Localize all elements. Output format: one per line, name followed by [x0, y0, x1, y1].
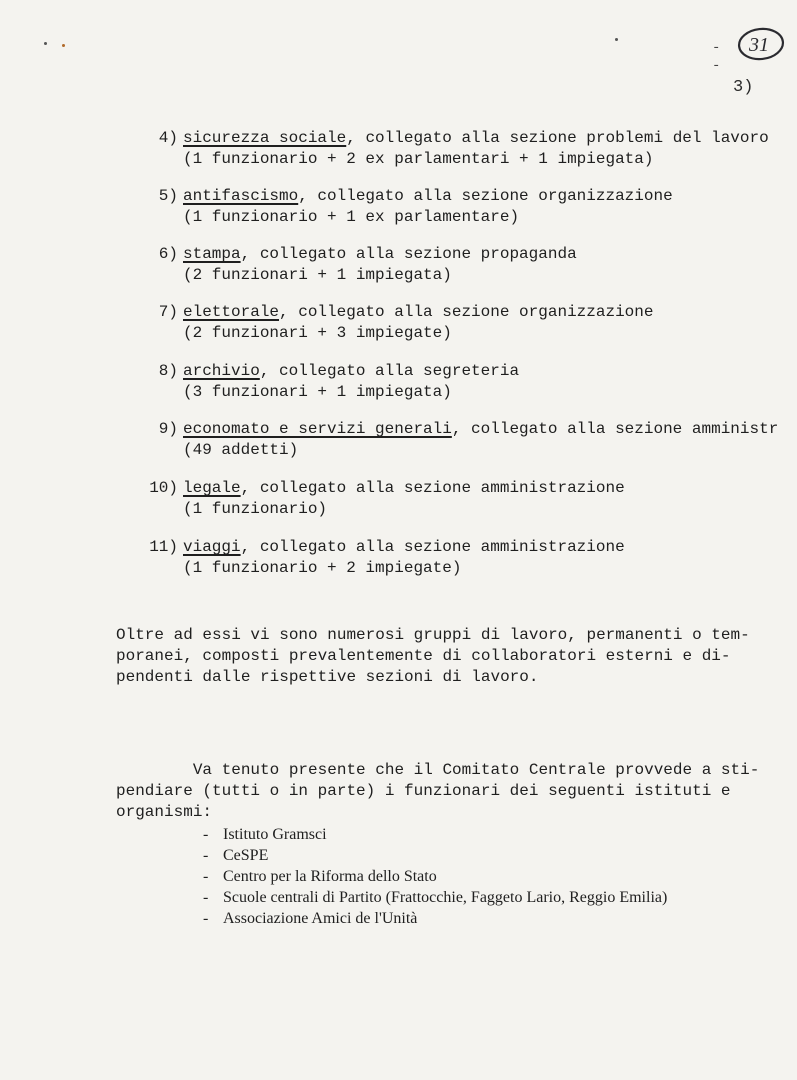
item-staff-detail: (1 funzionario) [183, 500, 328, 518]
item-title: stampa [183, 245, 241, 263]
paragraph-line: Va tenuto presente che il Comitato Centrale provvede a sti- [116, 761, 760, 779]
paragraph-line: Oltre ad essi vi sono numerosi gruppi di lavoro, permanenti o tem- [116, 626, 750, 644]
central-committee-paragraph [116, 760, 786, 823]
scan-speck [62, 44, 65, 47]
item-staff-detail: (49 addetti) [183, 441, 299, 459]
institute-item [203, 845, 793, 866]
item-title: legale [183, 479, 241, 497]
margin-dash: - [712, 40, 721, 56]
institute-name: CeSPE [223, 847, 269, 864]
bullet-dash: - [203, 910, 209, 927]
institute-item [203, 908, 793, 929]
item-title: archivio [183, 362, 260, 380]
handwritten-page-mark [733, 24, 787, 64]
item-title: elettorale [183, 303, 280, 321]
item-title: viaggi [183, 538, 241, 556]
item-description: , collegato alla sezione propaganda [240, 245, 577, 263]
item-description: , collegato alla sezione organizzazione [279, 303, 654, 321]
institute-item [203, 887, 783, 908]
institute-name: Associazione Amici de l'Unità [223, 910, 418, 927]
margin-dash: - [712, 58, 721, 74]
item-number: 11) [149, 538, 178, 556]
item-number: 10) [149, 479, 178, 497]
circle-mark-icon [733, 24, 787, 64]
item-number: 7) [158, 303, 178, 321]
item-description: , collegato alla sezione amministrazione [240, 538, 625, 556]
item-number: 9) [158, 420, 178, 438]
scan-speck [615, 38, 618, 41]
institutes-list [203, 824, 793, 929]
bullet-dash: - [203, 868, 209, 885]
institute-name: Scuole centrali di Partito (Frattocchie, Faggeto Lario, Reggio Emilia) [223, 889, 668, 906]
bullet-dash: - [203, 847, 209, 864]
item-description: , collegato alla segreteria [259, 362, 520, 380]
item-description: , collegato alla sezione problemi del lavoro [346, 129, 769, 147]
bullet-dash: - [203, 889, 209, 906]
item-description: , collegato alla sezione amministrazione [240, 479, 625, 497]
item-title: antifascismo [183, 187, 299, 205]
circled-mark-text: 31 [749, 34, 769, 56]
item-number: 6) [158, 245, 178, 263]
item-staff-detail: (1 funzionario + 2 ex parlamentari + 1 impiegata) [183, 150, 654, 168]
item-title: economato e servizi generali [183, 420, 452, 438]
item-staff-detail: (1 funzionario + 1 ex parlamentare) [183, 208, 520, 226]
item-description: , collegato alla sezione amministr [451, 420, 779, 438]
item-staff-detail: (2 funzionari + 1 impiegata) [183, 266, 452, 284]
paragraph-line: poranei, composti prevalentemente di collaboratori esterni e di- [116, 647, 731, 665]
item-description: , collegato alla sezione organizzazione [298, 187, 673, 205]
paragraph-line: organismi: [116, 803, 213, 821]
item-number: 4) [158, 129, 178, 147]
item-number: 8) [158, 362, 178, 380]
item-staff-detail: (2 funzionari + 3 impiegate) [183, 324, 452, 342]
paragraph-line: pendenti dalle rispettive sezioni di lavoro. [116, 668, 539, 686]
paragraph-line: pendiare (tutti o in parte) i funzionari dei seguenti istituti e [116, 782, 731, 800]
page-number: 3) [733, 78, 754, 97]
item-number: 5) [158, 187, 178, 205]
bullet-dash: - [203, 826, 209, 843]
item-title: sicurezza sociale [183, 129, 347, 147]
institute-name: Centro per la Riforma dello Stato [223, 868, 437, 885]
working-groups-paragraph [116, 625, 786, 688]
institute-item [203, 824, 793, 845]
item-staff-detail: (1 funzionario + 2 impiegate) [183, 559, 462, 577]
scan-speck [44, 42, 47, 45]
institute-item [203, 866, 793, 887]
item-staff-detail: (3 funzionari + 1 impiegata) [183, 383, 452, 401]
institute-name: Istituto Gramsci [223, 826, 327, 843]
